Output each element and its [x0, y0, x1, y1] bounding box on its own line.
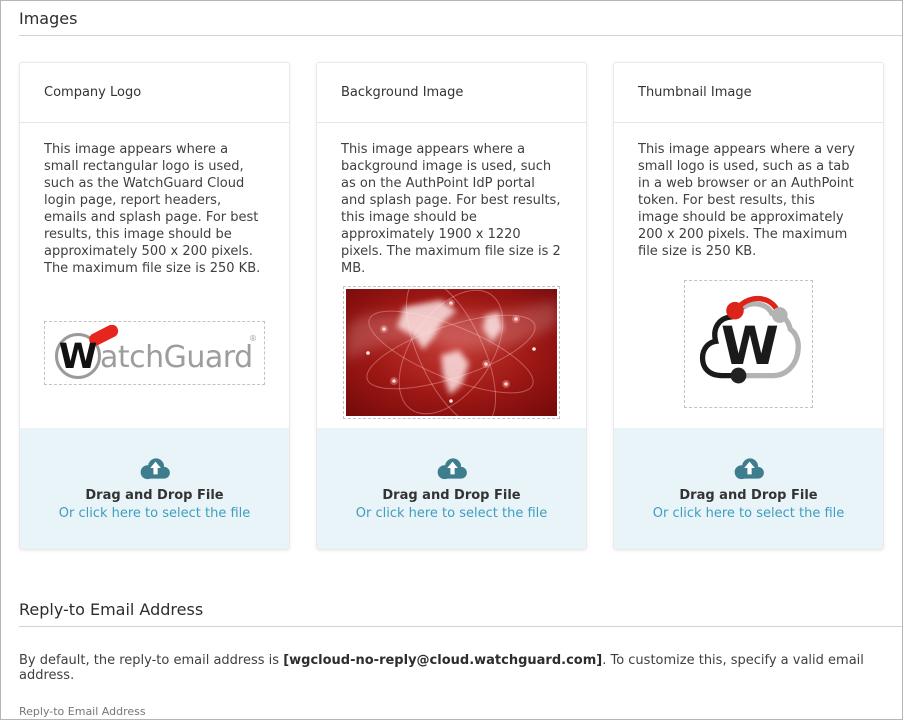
image-cards-row	[19, 62, 884, 550]
default-reply-email: [wgcloud-no-reply@cloud.watchguard.com]	[283, 653, 603, 668]
svg-text:W: W	[58, 336, 97, 377]
thumbnail-image-card	[613, 62, 884, 550]
red-world-map-image	[346, 289, 557, 416]
images-section-header	[19, 1, 902, 36]
background-image-dropzone[interactable]	[317, 428, 586, 549]
preview-wrap	[638, 260, 859, 428]
reply-email-label: Reply-to Email Address	[19, 705, 146, 718]
svg-text:atchGuard: atchGuard	[99, 339, 253, 375]
reply-description-suffix: . To customize this, specify a valid email address.	[19, 653, 864, 683]
background-image-preview	[343, 286, 560, 419]
background-image-card-body	[317, 123, 586, 428]
preview-wrap	[44, 277, 265, 428]
drag-drop-label: Drag and Drop File	[679, 488, 818, 503]
reply-section-header	[19, 592, 902, 627]
company-logo-card-header	[20, 63, 289, 123]
background-image-card-header	[317, 63, 586, 123]
thumbnail-image-card-body	[614, 123, 883, 428]
company-logo-card	[19, 62, 290, 550]
thumbnail-image-preview	[684, 280, 813, 408]
upload-cloud-icon	[138, 456, 172, 482]
upload-cloud-icon	[732, 456, 766, 482]
svg-text:W: W	[720, 316, 779, 378]
company-logo-card-body	[20, 123, 289, 428]
company-logo-preview	[44, 321, 265, 385]
card-title: Company Logo	[44, 85, 142, 100]
svg-text:®: ®	[248, 333, 257, 343]
card-description: This image appears where a very small logo is used, such as a tab in a web browser or an AuthPoint token. For best results, this image should be approximately 200 x 200 pixels. The maximum file size is 250 KB.	[638, 142, 855, 259]
drag-drop-label: Drag and Drop File	[85, 488, 224, 503]
thumbnail-image-dropzone[interactable]	[614, 428, 883, 549]
card-title: Background Image	[341, 85, 464, 100]
company-logo-dropzone[interactable]	[20, 428, 289, 549]
card-description: This image appears where a small rectangular logo is used, such as the WatchGuard Cloud login page, report headers, emails and splash page. For best results, this image should be approximately 500 x 200 pixels. The maximum file size is 250 KB.	[44, 142, 261, 276]
select-file-link[interactable]: Or click here to select the file	[58, 506, 251, 521]
background-image-card	[316, 62, 587, 550]
reply-description-prefix: By default, the reply-to email address is	[19, 653, 284, 668]
watchguard-wordmark-logo-icon	[50, 325, 260, 381]
select-file-link[interactable]: Or click here to select the file	[652, 506, 845, 521]
select-file-link[interactable]: Or click here to select the file	[355, 506, 548, 521]
thumbnail-image-card-header	[614, 63, 883, 123]
card-description: This image appears where a background image is used, such as on the AuthPoint IdP portal and splash page. For best results, this image should be approximately 1900 x 1220 pixels. The maximum file size is 2 MB.	[341, 142, 561, 276]
upload-cloud-icon	[435, 456, 469, 482]
images-section-title: Images	[19, 9, 78, 28]
reply-description	[19, 653, 884, 683]
drag-drop-label: Drag and Drop File	[382, 488, 521, 503]
card-title: Thumbnail Image	[638, 85, 752, 100]
reply-section-title: Reply-to Email Address	[19, 600, 204, 619]
watchguard-cloud-logo-icon	[692, 287, 806, 401]
preview-wrap	[341, 277, 562, 428]
